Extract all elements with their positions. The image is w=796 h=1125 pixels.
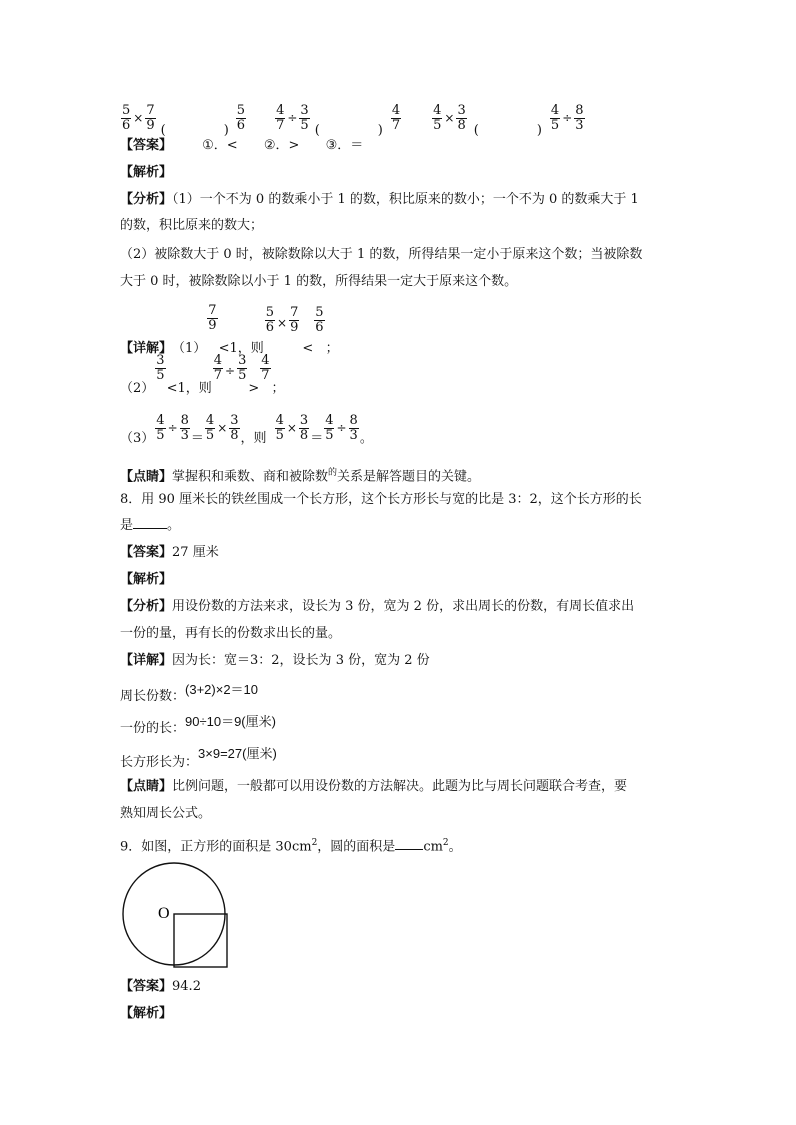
dianjing-text: 掌握积和乘数、商和被除数 [172, 469, 329, 485]
item-number: （1） [172, 341, 207, 356]
equals: ＝ [310, 431, 324, 446]
step-expr: (3+2)×2＝10 [185, 682, 259, 697]
q9-stem [120, 833, 462, 857]
center-label: O [158, 905, 170, 922]
fenxi-text: （1）一个不为 0 的数乘小于 1 的数，积比原来的数小；一个不为 0 的数乘大于 1 [172, 192, 639, 207]
step-label: 周长份数： [120, 689, 186, 704]
answer-blank [395, 837, 423, 850]
answer-value: 27 厘米 [172, 545, 219, 560]
step-expr: 3×9=27(厘米) [198, 746, 277, 761]
answer-label: 【答案】 [120, 138, 173, 153]
detail-label: 【详解】 [120, 653, 173, 668]
fraction: $\frac{5}{6}$ [315, 305, 324, 335]
times-sign: × [444, 111, 455, 125]
q9-answer [120, 977, 201, 997]
fraction: $\frac{4}{5}$ [433, 102, 442, 133]
q7-fenxi-1 [120, 190, 639, 210]
answer-item: ①．< [202, 138, 238, 153]
answer-paren-close: ) [377, 123, 383, 138]
detail-text: 因为长：宽＝3：2，设长为 3 份，宽为 2 份 [172, 653, 430, 668]
item-number: （3） [120, 431, 155, 446]
step-expr: 90÷10＝9(厘米) [185, 714, 276, 729]
q7-fenxi-3: （2）被除数大于 0 时，被除数除以大于 1 的数，所得结果一定小于原来这个数；当被除数 [120, 247, 643, 262]
times-sign: × [277, 316, 288, 330]
answer-label: 【答案】 [120, 979, 173, 994]
punct: 。 [359, 431, 373, 446]
punct: ； [325, 341, 339, 356]
punct: ； [271, 381, 285, 396]
greater-than: > [248, 381, 260, 396]
divide-sign: ÷ [167, 421, 178, 435]
fraction: $\frac{4}{7}$ [276, 102, 285, 133]
q7-fenxi-2: 的数，积比原来的数大； [120, 218, 264, 233]
times-sign: × [286, 421, 297, 435]
item-number: （2） [120, 381, 155, 396]
fraction: $\frac{3}{8}$ [299, 412, 309, 443]
q8-fenxi-2: 一份的量，再有长的份数求出长的量。 [120, 626, 342, 641]
fraction: $\frac{3}{5}$ [300, 102, 309, 133]
step-label: 长方形长为： [120, 755, 199, 770]
stem-text: 是 [120, 518, 134, 533]
answer-paren-open: ( [314, 123, 320, 138]
q7-answer-line [120, 136, 363, 156]
relation-text: <1，则 [218, 341, 264, 356]
answer-label: 【答案】 [120, 545, 173, 560]
dianjing-text: 关系是解答题目的关键。 [337, 469, 481, 485]
answer-paren-close: ) [536, 123, 542, 138]
stem-text: 。 [167, 518, 181, 533]
dianjing-small: 的 [328, 468, 338, 478]
fraction: $\frac{4}{7}$ [391, 102, 401, 133]
fraction: $\frac{5}{6}$ [122, 102, 131, 133]
fraction: $\frac{8}{3}$ [575, 102, 584, 133]
q8-detail [120, 651, 430, 671]
analysis-label: 【解析】 [120, 572, 173, 587]
answer-paren-open: ( [160, 123, 166, 138]
stem-text: ，圆的面积是 [317, 839, 396, 855]
stem-text: 9．如图，正方形的面积是 30cm [120, 839, 312, 855]
fraction: $\frac{7}{9}$ [290, 305, 299, 335]
superscript: 2 [311, 838, 318, 848]
q8-fenxi-1 [120, 597, 634, 617]
fraction: $\frac{3}{5}$ [156, 353, 165, 383]
fraction: $\frac{4}{5}$ [325, 412, 334, 443]
analysis-label: 【解析】 [120, 165, 173, 180]
answer-item: ②．> [263, 138, 300, 153]
fraction: $\frac{3}{8}$ [457, 102, 466, 133]
fraction: $\frac{4}{5}$ [550, 102, 560, 133]
fraction: $\frac{4}{7}$ [261, 353, 270, 383]
divide-sign: ÷ [225, 364, 236, 378]
relation-text: ，则 [240, 431, 267, 446]
times-sign: × [133, 111, 144, 125]
fraction: $\frac{4}{5}$ [205, 412, 215, 443]
dianjing-label: 【点睛】 [120, 779, 173, 794]
fraction: $\frac{8}{3}$ [180, 412, 189, 443]
square [174, 914, 227, 967]
answer-paren-close: ) [223, 123, 229, 138]
fraction: $\frac{8}{3}$ [349, 412, 358, 443]
less-than: < [302, 341, 314, 356]
answer-item: ③．＝ [325, 138, 364, 153]
q8-stem-2 [120, 516, 180, 536]
fraction: $\frac{5}{6}$ [265, 305, 275, 335]
q8-perimeter-parts [120, 680, 259, 704]
divide-sign: ÷ [287, 111, 298, 125]
step-label: 一份的长： [120, 721, 186, 736]
dianjing-text: 比例问题，一般都可以用设份数的方法解决。此题为比与周长问题联合考查，要 [172, 779, 628, 794]
q8-dianjing-2: 熟知周长公式。 [120, 806, 212, 821]
dianjing-label: 【点睛】 [120, 469, 173, 485]
fraction: $\frac{3}{8}$ [230, 412, 239, 443]
stem-text: cm [423, 839, 443, 855]
fraction: $\frac{7}{9}$ [208, 303, 217, 333]
relation-text: <1，则 [166, 381, 212, 396]
q7-detail-2 [120, 354, 285, 400]
analysis-label: 【解析】 [120, 1006, 173, 1021]
fraction: $\frac{3}{5}$ [238, 353, 247, 383]
stem-text: 。 [448, 839, 462, 855]
fraction: $\frac{4}{5}$ [275, 412, 284, 443]
fraction: $\frac{4}{7}$ [213, 353, 223, 383]
q8-length [120, 744, 277, 770]
circle-square-figure [118, 858, 238, 978]
answer-paren-open: ( [473, 123, 479, 138]
fenxi-label: 【分析】 [120, 192, 173, 207]
times-sign: × [217, 421, 228, 435]
answer-blank [133, 516, 167, 529]
fraction: $\frac{4}{5}$ [156, 412, 165, 443]
fenxi-label: 【分析】 [120, 599, 173, 614]
q7-fenxi-4: 大于 0 时，被除数除以小于 1 的数，所得结果一定大于原来这个数。 [120, 274, 518, 289]
detail-label: 【详解】 [120, 341, 173, 356]
divide-sign: ÷ [562, 111, 573, 125]
equals: ＝ [190, 431, 204, 446]
q8-stem-1: 8．用 90 厘米长的铁丝围成一个长方形，这个长方形长与宽的比是 3：2，这个长方形的长 [120, 492, 642, 507]
superscript: 2 [442, 838, 449, 848]
q7-detail-3 [120, 406, 373, 450]
q8-answer [120, 543, 219, 563]
fraction: $\frac{5}{6}$ [236, 102, 246, 133]
fraction: $\frac{7}{9}$ [146, 102, 155, 133]
fenxi-text: 用设份数的方法来求，设长为 3 份，宽为 2 份，求出周长的份数，有周长值求出 [172, 599, 635, 614]
q8-dianjing-1 [120, 777, 627, 797]
q8-one-part [120, 712, 276, 736]
q7-dianjing [120, 463, 480, 487]
q7-compare-row [120, 98, 586, 138]
answer-value: 94.2 [172, 979, 201, 994]
divide-sign: ÷ [336, 421, 347, 435]
